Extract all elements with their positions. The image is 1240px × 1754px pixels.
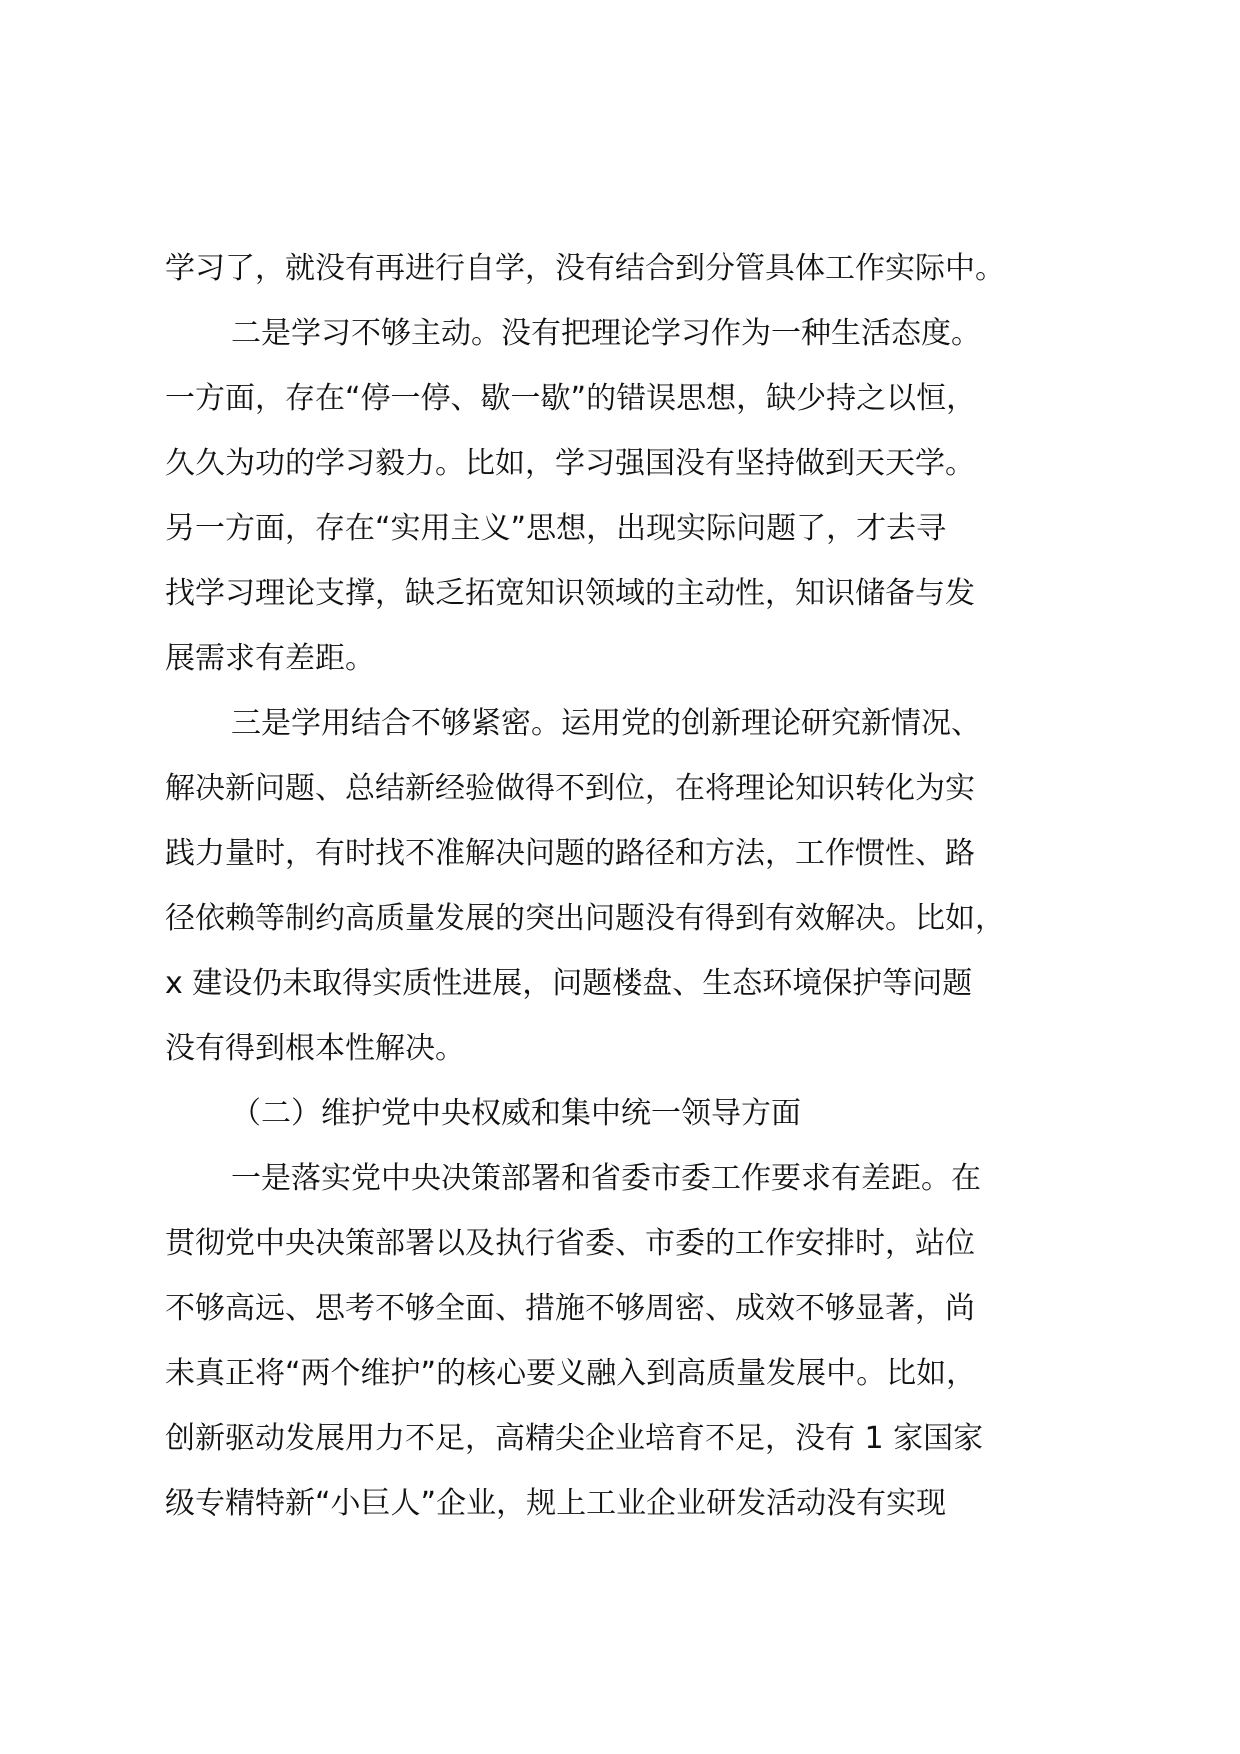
text-line: x 建设仍未取得实质性进展，问题楼盘、生态环境保护等问题 [165,966,973,1001]
text-line: 践力量时，有时找不准解决问题的路径和方法，工作惯性、路 [165,836,975,871]
text-line: 展需求有差距。 [165,641,375,676]
text-line: 未真正将“两个维护”的核心要义融入到高质量发展中。比如， [165,1356,977,1391]
text-line: 不够高远、思考不够全面、措施不够周密、成效不够显著，尚 [165,1291,975,1326]
text-line: 径依赖等制约高质量发展的突出问题没有得到有效解决。比如， [165,901,1005,936]
text-line: 解决新问题、总结新经验做得不到位，在将理论知识转化为实 [165,771,975,806]
text-line: 没有得到根本性解决。 [165,1031,465,1066]
text-line: 找学习理论支撑，缺乏拓宽知识领域的主动性，知识储备与发 [165,576,975,611]
text-line: 学习了，就没有再进行自学，没有结合到分管具体工作实际中。 [165,251,1005,286]
text-line: 久久为功的学习毅力。比如，学习强国没有坚持做到天天学。 [165,446,975,481]
paragraph-heading-line: 二是学习不够主动。没有把理论学习作为一种生活态度。 [231,316,981,351]
paragraph-heading-line: 一是落实党中央决策部署和省委市委工作要求有差距。在 [231,1161,981,1196]
text-line: 创新驱动发展用力不足，高精尖企业培育不足，没有 1 家国家 [165,1421,984,1456]
paragraph-heading-line: 三是学用结合不够紧密。运用党的创新理论研究新情况、 [231,706,981,741]
text-line: 另一方面，存在“实用主义”思想，出现实际问题了，才去寻 [165,511,947,546]
text-line: 一方面，存在“停一停、歇一歇”的错误思想，缺少持之以恒， [165,381,977,416]
document-body [165,236,1105,1536]
text-line: 级专精特新“小巨人”企业，规上工业企业研发活动没有实现 [165,1486,947,1521]
section-heading: （二）维护党中央权威和集中统一领导方面 [231,1096,801,1131]
text-line: 贯彻党中央决策部署以及执行省委、市委的工作安排时，站位 [165,1226,975,1261]
